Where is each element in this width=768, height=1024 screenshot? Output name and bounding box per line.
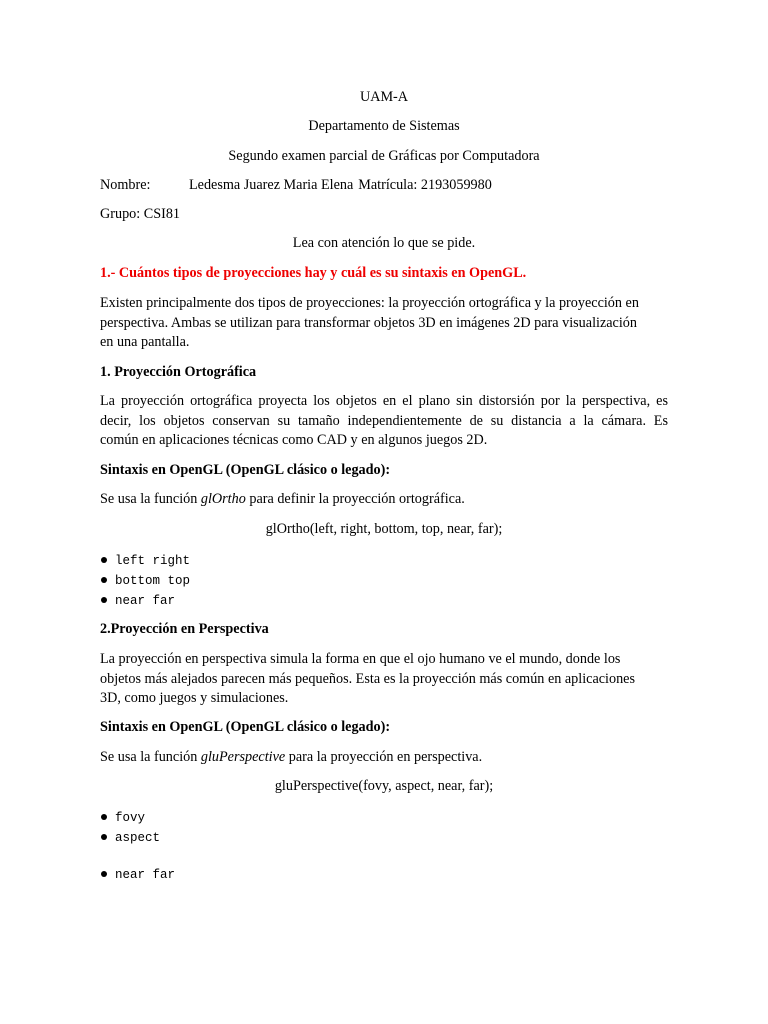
question-heading: 1.- Cuántos tipos de proyecciones hay y cuál es su sintaxis en OpenGL. — [100, 265, 527, 281]
intro-line: en una pantalla. — [100, 334, 190, 350]
param-text: aspect — [115, 831, 161, 845]
bullet-icon — [101, 871, 107, 877]
persp-usage-before: Se usa la función — [100, 749, 201, 765]
intro-paragraph — [100, 294, 668, 353]
param-text: left right — [115, 554, 191, 568]
matricula: Matrícula: 2193059980 — [358, 177, 492, 193]
grupo: Grupo: CSI81 — [100, 206, 181, 222]
department: Departamento de Sistemas — [308, 118, 460, 134]
ortho-syntax-heading: Sintaxis en OpenGL (OpenGL clásico o legado): — [100, 462, 391, 478]
param-text: fovy — [115, 811, 146, 825]
list-item — [100, 590, 190, 610]
bullet-icon — [101, 834, 107, 840]
student-info — [100, 176, 668, 196]
bullet-icon — [101, 814, 107, 820]
param-text: near far — [115, 594, 176, 608]
persp-usage — [100, 748, 668, 768]
ortho-line: decir, los objetos conservan su tamaño independientemente de su distancia a la cámara. Es — [100, 412, 668, 429]
list-item — [100, 864, 175, 884]
param-text: near far — [115, 868, 176, 882]
ortho-usage — [100, 490, 668, 510]
intro-line: perspectiva. Ambas se utilizan para transformar objetos 3D en imágenes 2D para visualización — [100, 314, 637, 331]
ortho-usage-before: Se usa la función — [100, 491, 201, 507]
instruction: Lea con atención lo que se pide. — [292, 235, 476, 251]
persp-usage-after: para la proyección en perspectiva. — [285, 749, 483, 765]
list-item — [100, 827, 160, 847]
exam-title: Segundo examen parcial de Gráficas por Computadora — [228, 148, 540, 164]
nombre-label: Nombre: — [100, 177, 151, 193]
bullet-icon — [101, 557, 107, 563]
ortho-usage-after: para definir la proyección ortográfica. — [245, 491, 465, 507]
institution: UAM-A — [359, 89, 409, 105]
nombre-value: Ledesma Juarez Maria Elena — [189, 177, 354, 193]
bullet-icon — [101, 577, 107, 583]
ortho-function-name: glOrtho — [200, 491, 246, 507]
persp-function-name: gluPerspective — [200, 749, 286, 765]
ortho-call: glOrtho(left, right, bottom, top, near, far); — [265, 521, 503, 537]
persp-params-list — [100, 807, 160, 847]
ortho-params-list — [100, 550, 190, 610]
list-item — [100, 807, 160, 827]
ortho-heading: 1. Proyección Ortográfica — [100, 364, 257, 380]
persp-params-list-extra — [100, 864, 175, 884]
persp-heading: 2.Proyección en Perspectiva — [100, 621, 269, 637]
ortho-paragraph — [100, 392, 668, 451]
persp-line: 3D, como juegos y simulaciones. — [100, 690, 289, 706]
persp-paragraph — [100, 650, 668, 709]
ortho-line: común en aplicaciones técnicas como CAD y en algunos juegos 2D. — [100, 432, 488, 448]
list-item — [100, 570, 190, 590]
ortho-line: La proyección ortográfica proyecta los objetos en el plano sin distorsión por la perspectiva, es — [100, 393, 668, 409]
list-item — [100, 550, 190, 570]
param-text: bottom top — [115, 574, 191, 588]
persp-call: gluPerspective(fovy, aspect, near, far); — [274, 778, 494, 794]
persp-syntax-heading: Sintaxis en OpenGL (OpenGL clásico o legado): — [100, 719, 391, 735]
persp-line: La proyección en perspectiva simula la forma en que el ojo humano ve el mundo, donde los — [100, 651, 621, 667]
bullet-icon — [101, 597, 107, 603]
intro-line: Existen principalmente dos tipos de proyecciones: la proyección ortográfica y la proyección en — [100, 295, 639, 311]
persp-line: objetos más alejados parecen más pequeños. Esta es la proyección más común en aplicaciones — [100, 670, 635, 687]
